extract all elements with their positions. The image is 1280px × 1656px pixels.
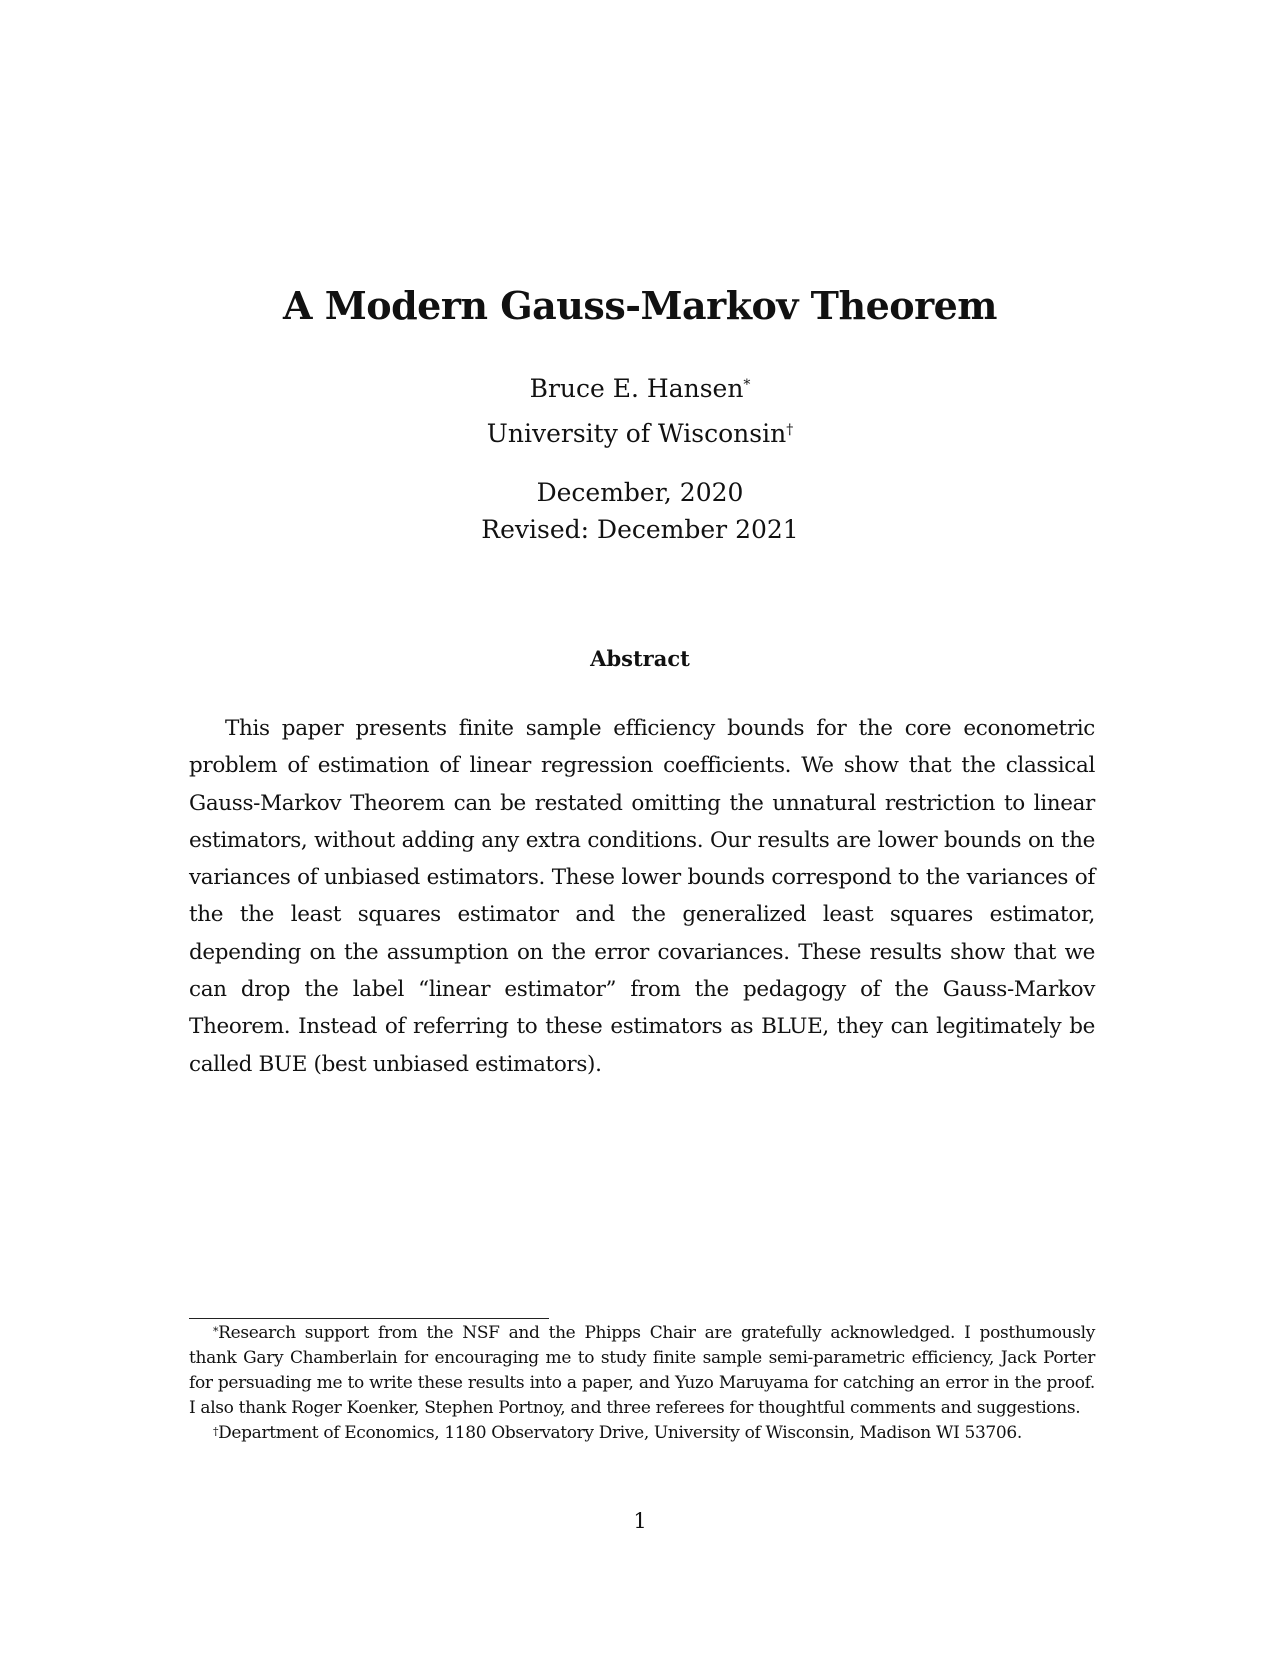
author-name: Bruce E. Hansen	[529, 374, 744, 403]
footnote-2-text: Department of Economics, 1180 Observatory Drive, University of Wisconsin, Madison WI 53706.	[218, 1423, 1022, 1443]
footnote-rule	[189, 1318, 549, 1319]
footnotes	[189, 1321, 1095, 1446]
affiliation-name: University of Wisconsin	[486, 419, 787, 448]
abstract-heading: Abstract	[590, 646, 690, 671]
footnote-2-mark: †	[213, 1425, 219, 1438]
footnote-1-text: Research support from the NSF and the Phipps Chair are gratefully acknowledged. I posthumously thank Gary Chamberlain for encouraging me to study finite sample semi-parametric efficiency, Jack Porter for persuading me to write these results into a paper, and Yuzo Maruyama for catching an error in the proof. I also thank Roger Koenker, Stephen Portnoy, and three referees for thoughtful comments and suggestions.	[189, 1323, 1095, 1418]
footnote-1	[189, 1321, 1095, 1421]
date: December, 2020	[536, 478, 744, 507]
paper-title: A Modern Gauss-Markov Theorem	[282, 283, 998, 328]
affiliation-line	[0, 418, 1280, 450]
footnote-1-mark: *	[213, 1325, 219, 1338]
abstract-text: This paper presents finite sample efficiency bounds for the core econometric problem of estimation of linear regression coefficients. We show that the classical Gauss-Markov Theorem can be restated omitting the unnatural restriction to linear estimators, without adding any extra conditions. Our results are lower bounds on the variances of unbiased estimators. These lower bounds correspond to the variances of the the least squares estimator and the generalized least squares estimator, depending on the assumption on the error covariances. These results show that we can drop the label “linear estimator” from the pedagogy of the Gauss-Markov Theorem. Instead of referring to these estimators as BLUE, they can legitimately be called BUE (best unbiased estimators).	[189, 716, 1095, 1077]
footnote-2	[189, 1421, 1095, 1446]
affiliation-footnote-mark: †	[786, 422, 794, 438]
author-footnote-mark: *	[743, 377, 751, 393]
author-line	[0, 373, 1280, 405]
page-number: 1	[633, 1509, 647, 1533]
revised-date: Revised: December 2021	[481, 515, 799, 544]
